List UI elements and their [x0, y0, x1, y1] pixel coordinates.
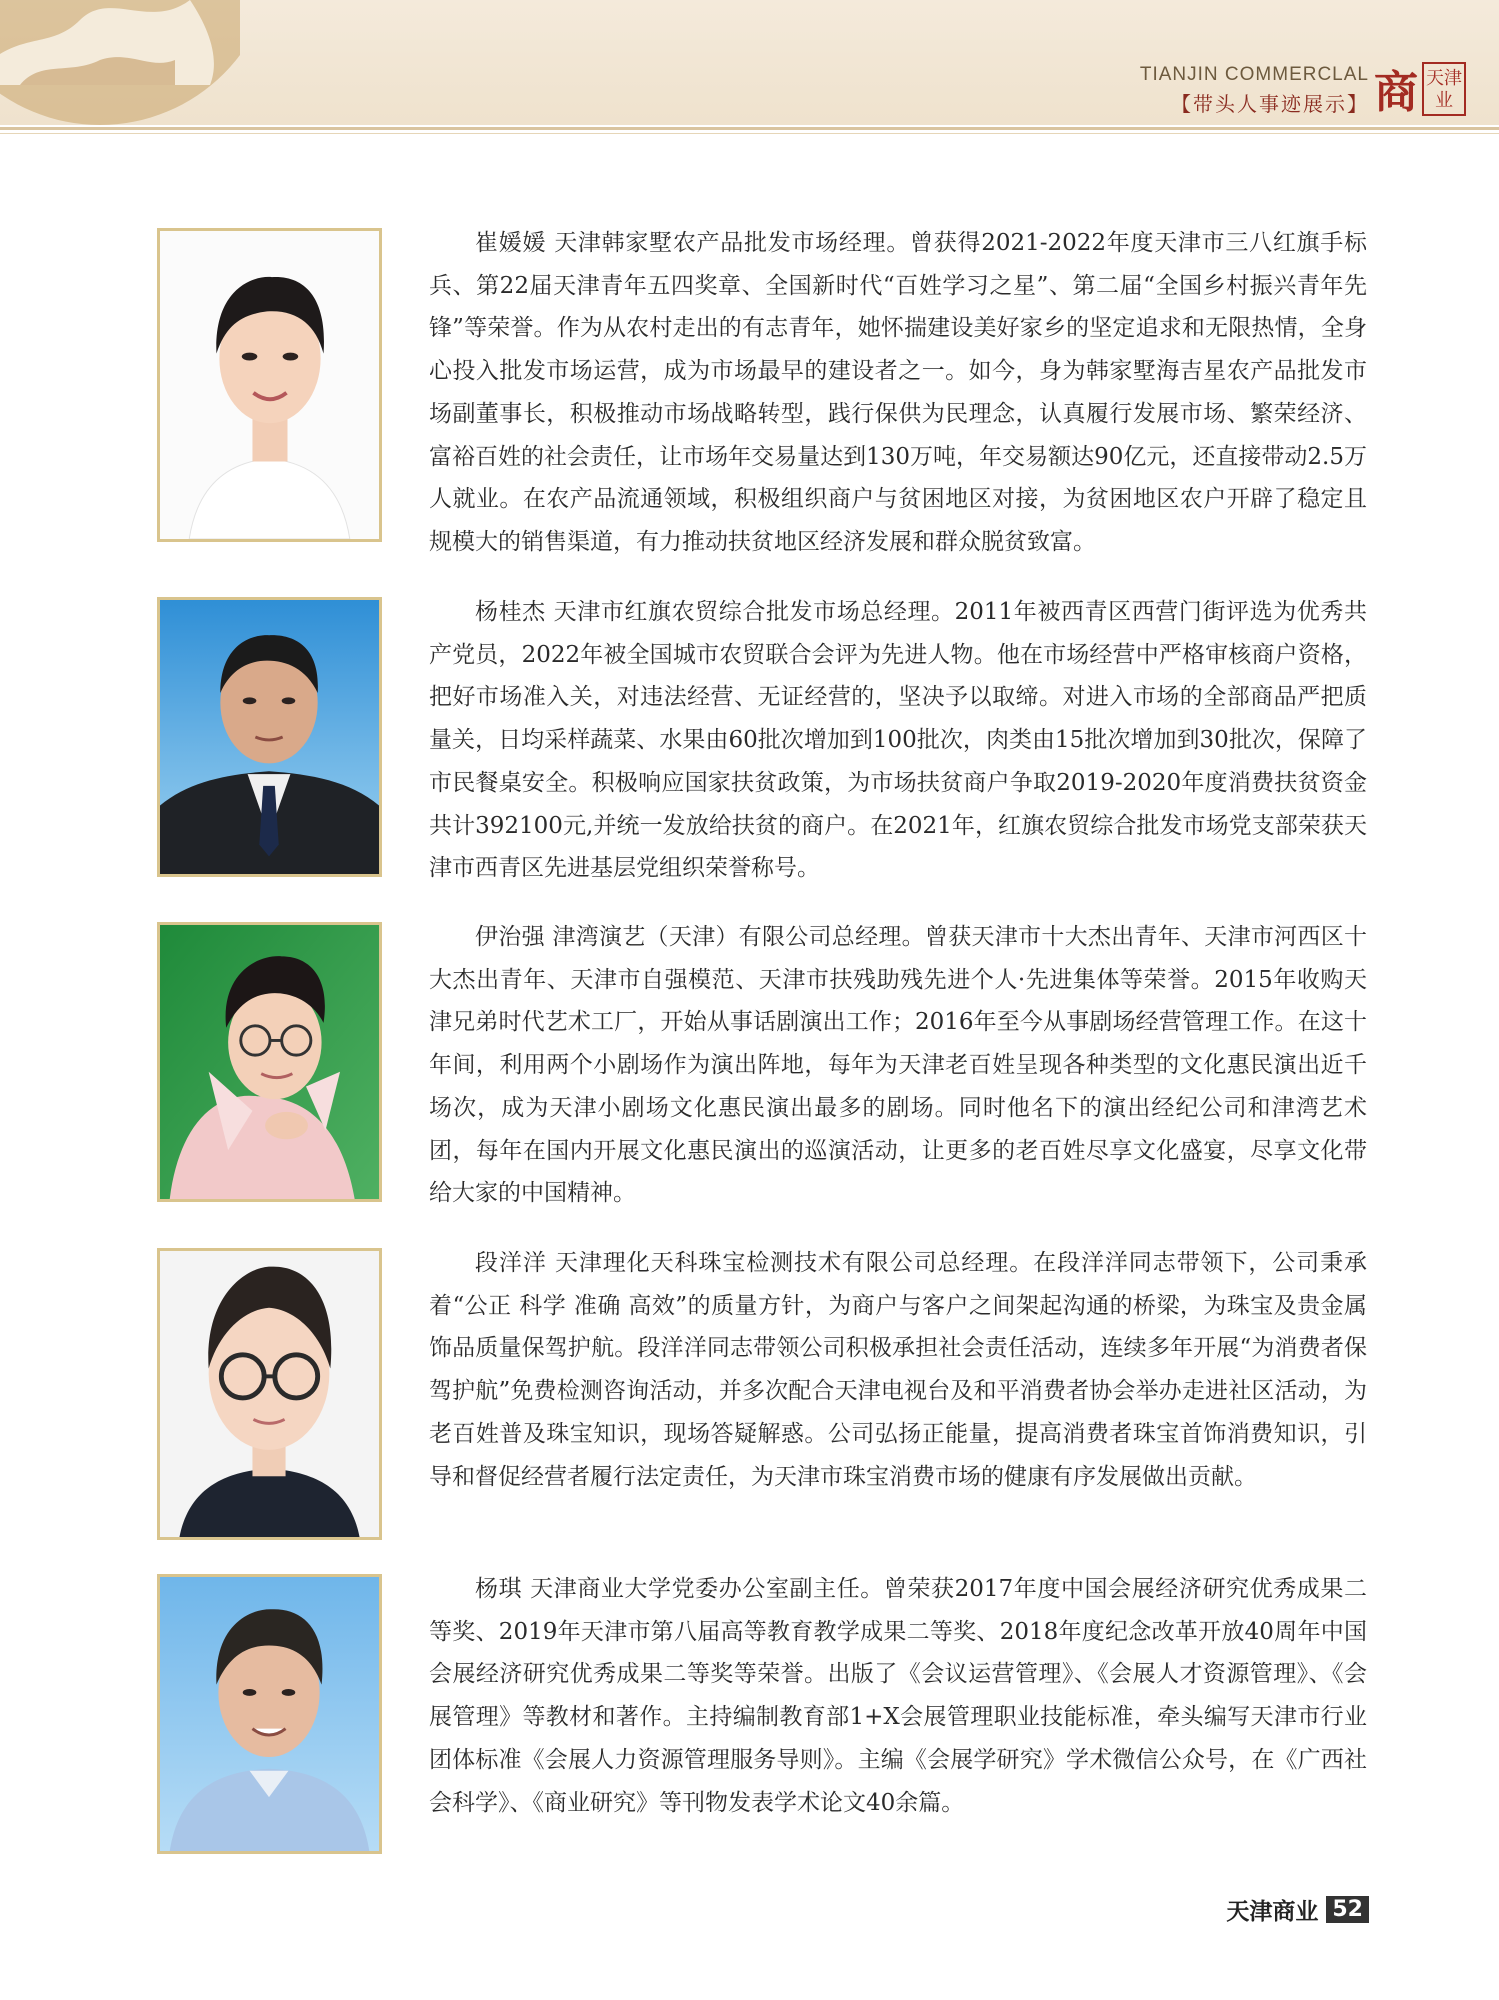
page-number: 52 — [1326, 1896, 1369, 1923]
portrait-man-smiling-icon — [160, 1577, 379, 1851]
page-footer — [1226, 1893, 1369, 1926]
profile-text: 杨桂杰 天津市红旗农贸综合批发市场总经理。2011年被西青区西营门街评选为优秀共产党员，2022年被全国城市农贸联合会评为先进人物。他在市场经营中严格审核商户资格，把好市场准入关，对违法经营、无证经营的，坚决予以取缔。对进入市场的全部商品严把质量关，日均采样蔬菜、水果由60批次增加到100批次，肉类由15批次增加到30批次，保障了市民餐桌安全。积极响应国家扶贫政策，为市场扶贫商户争取2019-2020年度消费扶贫资金共计392100元,并统一发放给扶贫的商户。在2021年，红旗农贸综合批发市场党支部荣获天津市西青区先进基层党组织荣誉称号。 — [429, 599, 1367, 882]
portrait-man-icon — [160, 600, 379, 874]
profile-text: 伊治强 津湾演艺（天津）有限公司总经理。曾获天津市十大杰出青年、天津市河西区十大杰出青年、天津市自强模范、天津市扶残助残先进个人·先进集体等荣誉。2015年收购天津兄弟时代艺术工厂，开始从事话剧演出工作；2016年至今从事剧场经营管理工作。在这十年间，利用两个小剧场作为演出阵地，每年为天津老百姓呈现各种类型的文化惠民演出近千场次，成为天津小剧场文化惠民演出最多的剧场。同时他名下的演出经纪公司和津湾艺术团，每年在国内开展文化惠民演出的巡演活动，让更多的老百姓尽享文化盛宴，尽享文化带给大家的中国精神。 — [429, 924, 1367, 1207]
masthead — [1140, 64, 1369, 117]
logo-character: 商 — [1374, 67, 1418, 118]
portrait-photo — [157, 597, 382, 877]
portrait-photo — [157, 1248, 382, 1540]
section-title: 【带头人事迹展示】 — [1171, 92, 1369, 116]
portrait-man-glasses-icon — [160, 925, 379, 1199]
magazine-english-name: TIANJIN COMMERCLAL — [1139, 64, 1369, 85]
profile-text: 段洋洋 天津理化天科珠宝检测技术有限公司总经理。在段洋洋同志带领下，公司秉承着“公正 科学 准确 高效”的质量方针，为商户与客户之间架起沟通的桥梁，为珠宝及贵金属饰品质量保驾护航。段洋洋同志带领公司积极承担社会责任活动，连续多年开展“为消费者保驾护航”免费检测咨询活动，并多次配合天津电视台及和平消费者协会举办走进社区活动，为老百姓普及珠宝知识，现场答疑解惑。公司弘扬正能量，提高消费者珠宝首饰消费知识，引导和督促经营者履行法定责任，为天津市珠宝消费市场的健康有序发展做出贡献。 — [429, 1250, 1367, 1490]
profile-text: 崔媛媛 天津韩家墅农产品批发市场经理。曾获得2021-2022年度天津市三八红旗手标兵、第22届天津青年五四奖章、全国新时代“百姓学习之星”、第二届“全国乡村振兴青年先锋”等荣誉。作为从农村走出的有志青年，她怀揣建设美好家乡的坚定追求和无限热情，全身心投入批发市场运营，成为市场最早的建设者之一。如今，身为韩家墅海吉星农产品批发市场副董事长，积极推动市场战略转型，践行保供为民理念，认真履行发展市场、繁荣经济、富裕百姓的社会责任，让市场年交易量达到130万吨，年交易额达90亿元，还直接带动2.5万人就业。在农产品流通领域，积极组织商户与贫困地区对接，为贫困地区农户开辟了稳定且规模大的销售渠道，有力推动扶贫地区经济发展和群众脱贫致富。 — [429, 230, 1367, 555]
portrait-photo — [157, 922, 382, 1202]
portrait-photo — [157, 228, 382, 542]
page-header — [0, 0, 1499, 125]
header-divider — [0, 127, 1499, 130]
logo-box: 天津业 — [1422, 62, 1466, 116]
magazine-title: 天津商业 — [1226, 1899, 1319, 1925]
portrait-woman-icon — [160, 231, 379, 539]
globe-graphic — [0, 0, 240, 125]
portrait-woman-glasses-icon — [160, 1251, 379, 1537]
profile-text: 杨琪 天津商业大学党委办公室副主任。曾荣获2017年度中国会展经济研究优秀成果二等奖、2019年天津市第八届高等教育教学成果二等奖、2018年度纪念改革开放40周年中国会展经济研究优秀成果二等奖等荣誉。出版了《会议运营管理》、《会展人才资源管理》、《会展管理》等教材和著作。主持编制教育部1+X会展管理职业技能标准，牵头编写天津市行业团体标准《会展人力资源管理服务导则》。主编《会展学研究》学术微信公众号，在《广西社会科学》、《商业研究》等刊物发表学术论文40余篇。 — [429, 1576, 1367, 1816]
portrait-photo — [157, 1574, 382, 1854]
header-divider-thin — [0, 133, 1499, 134]
